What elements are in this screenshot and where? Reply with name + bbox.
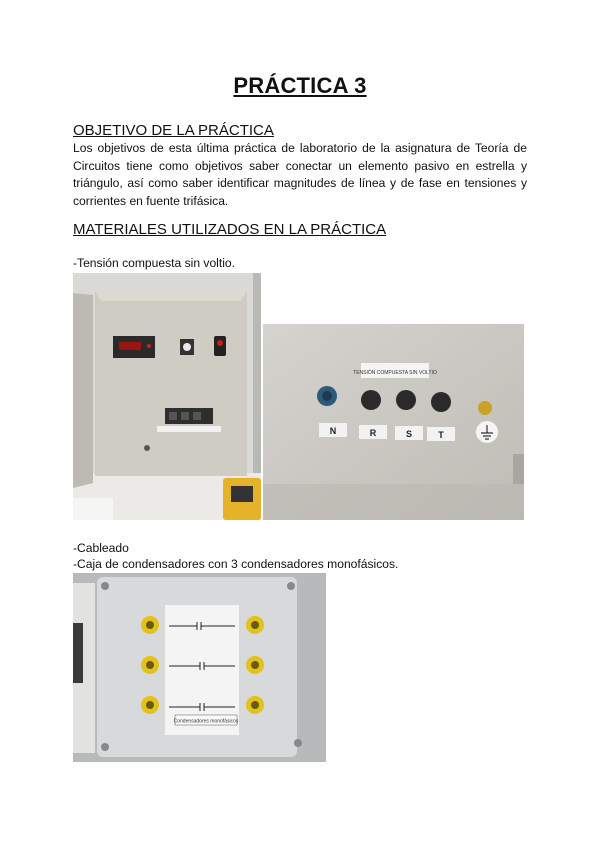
- terminal-label-s: S: [405, 429, 413, 439]
- material-item-voltage: -Tensión compuesta sin voltio.: [73, 256, 236, 270]
- material-item-wiring: -Cableado: [73, 541, 129, 555]
- terminal-label-r: R: [369, 428, 377, 438]
- terminal-label-t: T: [438, 430, 444, 440]
- terminal-label-n: N: [329, 426, 337, 436]
- plate-label: TENSIÓN COMPUESTA SIN VOLTIO: [353, 370, 437, 376]
- objective-heading: OBJETIVO DE LA PRÁCTICA: [73, 122, 274, 139]
- objective-paragraph: Los objetivos de esta última práctica de laboratorio de la asignatura de Teoría de Circuitos tiene como objetivos saber conectar un elemento pasivo en estrella y triángulo, así como saber identificar magnitudes de línea y de fase en tensiones y corrientes en fuente trifásica.: [73, 141, 527, 208]
- capacitor-box-photo: [73, 573, 326, 762]
- voltage-box-photo: [73, 273, 261, 520]
- terminal-panel-photo: [263, 324, 524, 520]
- capacitor-label: Condensadores monofásicos: [173, 718, 239, 725]
- material-item-capacitor-box: -Caja de condensadores con 3 condensadores monofásicos.: [73, 557, 399, 571]
- page-title: PRÁCTICA 3: [233, 73, 367, 98]
- materials-heading: MATERIALES UTILIZADOS EN LA PRÁCTICA: [73, 221, 387, 238]
